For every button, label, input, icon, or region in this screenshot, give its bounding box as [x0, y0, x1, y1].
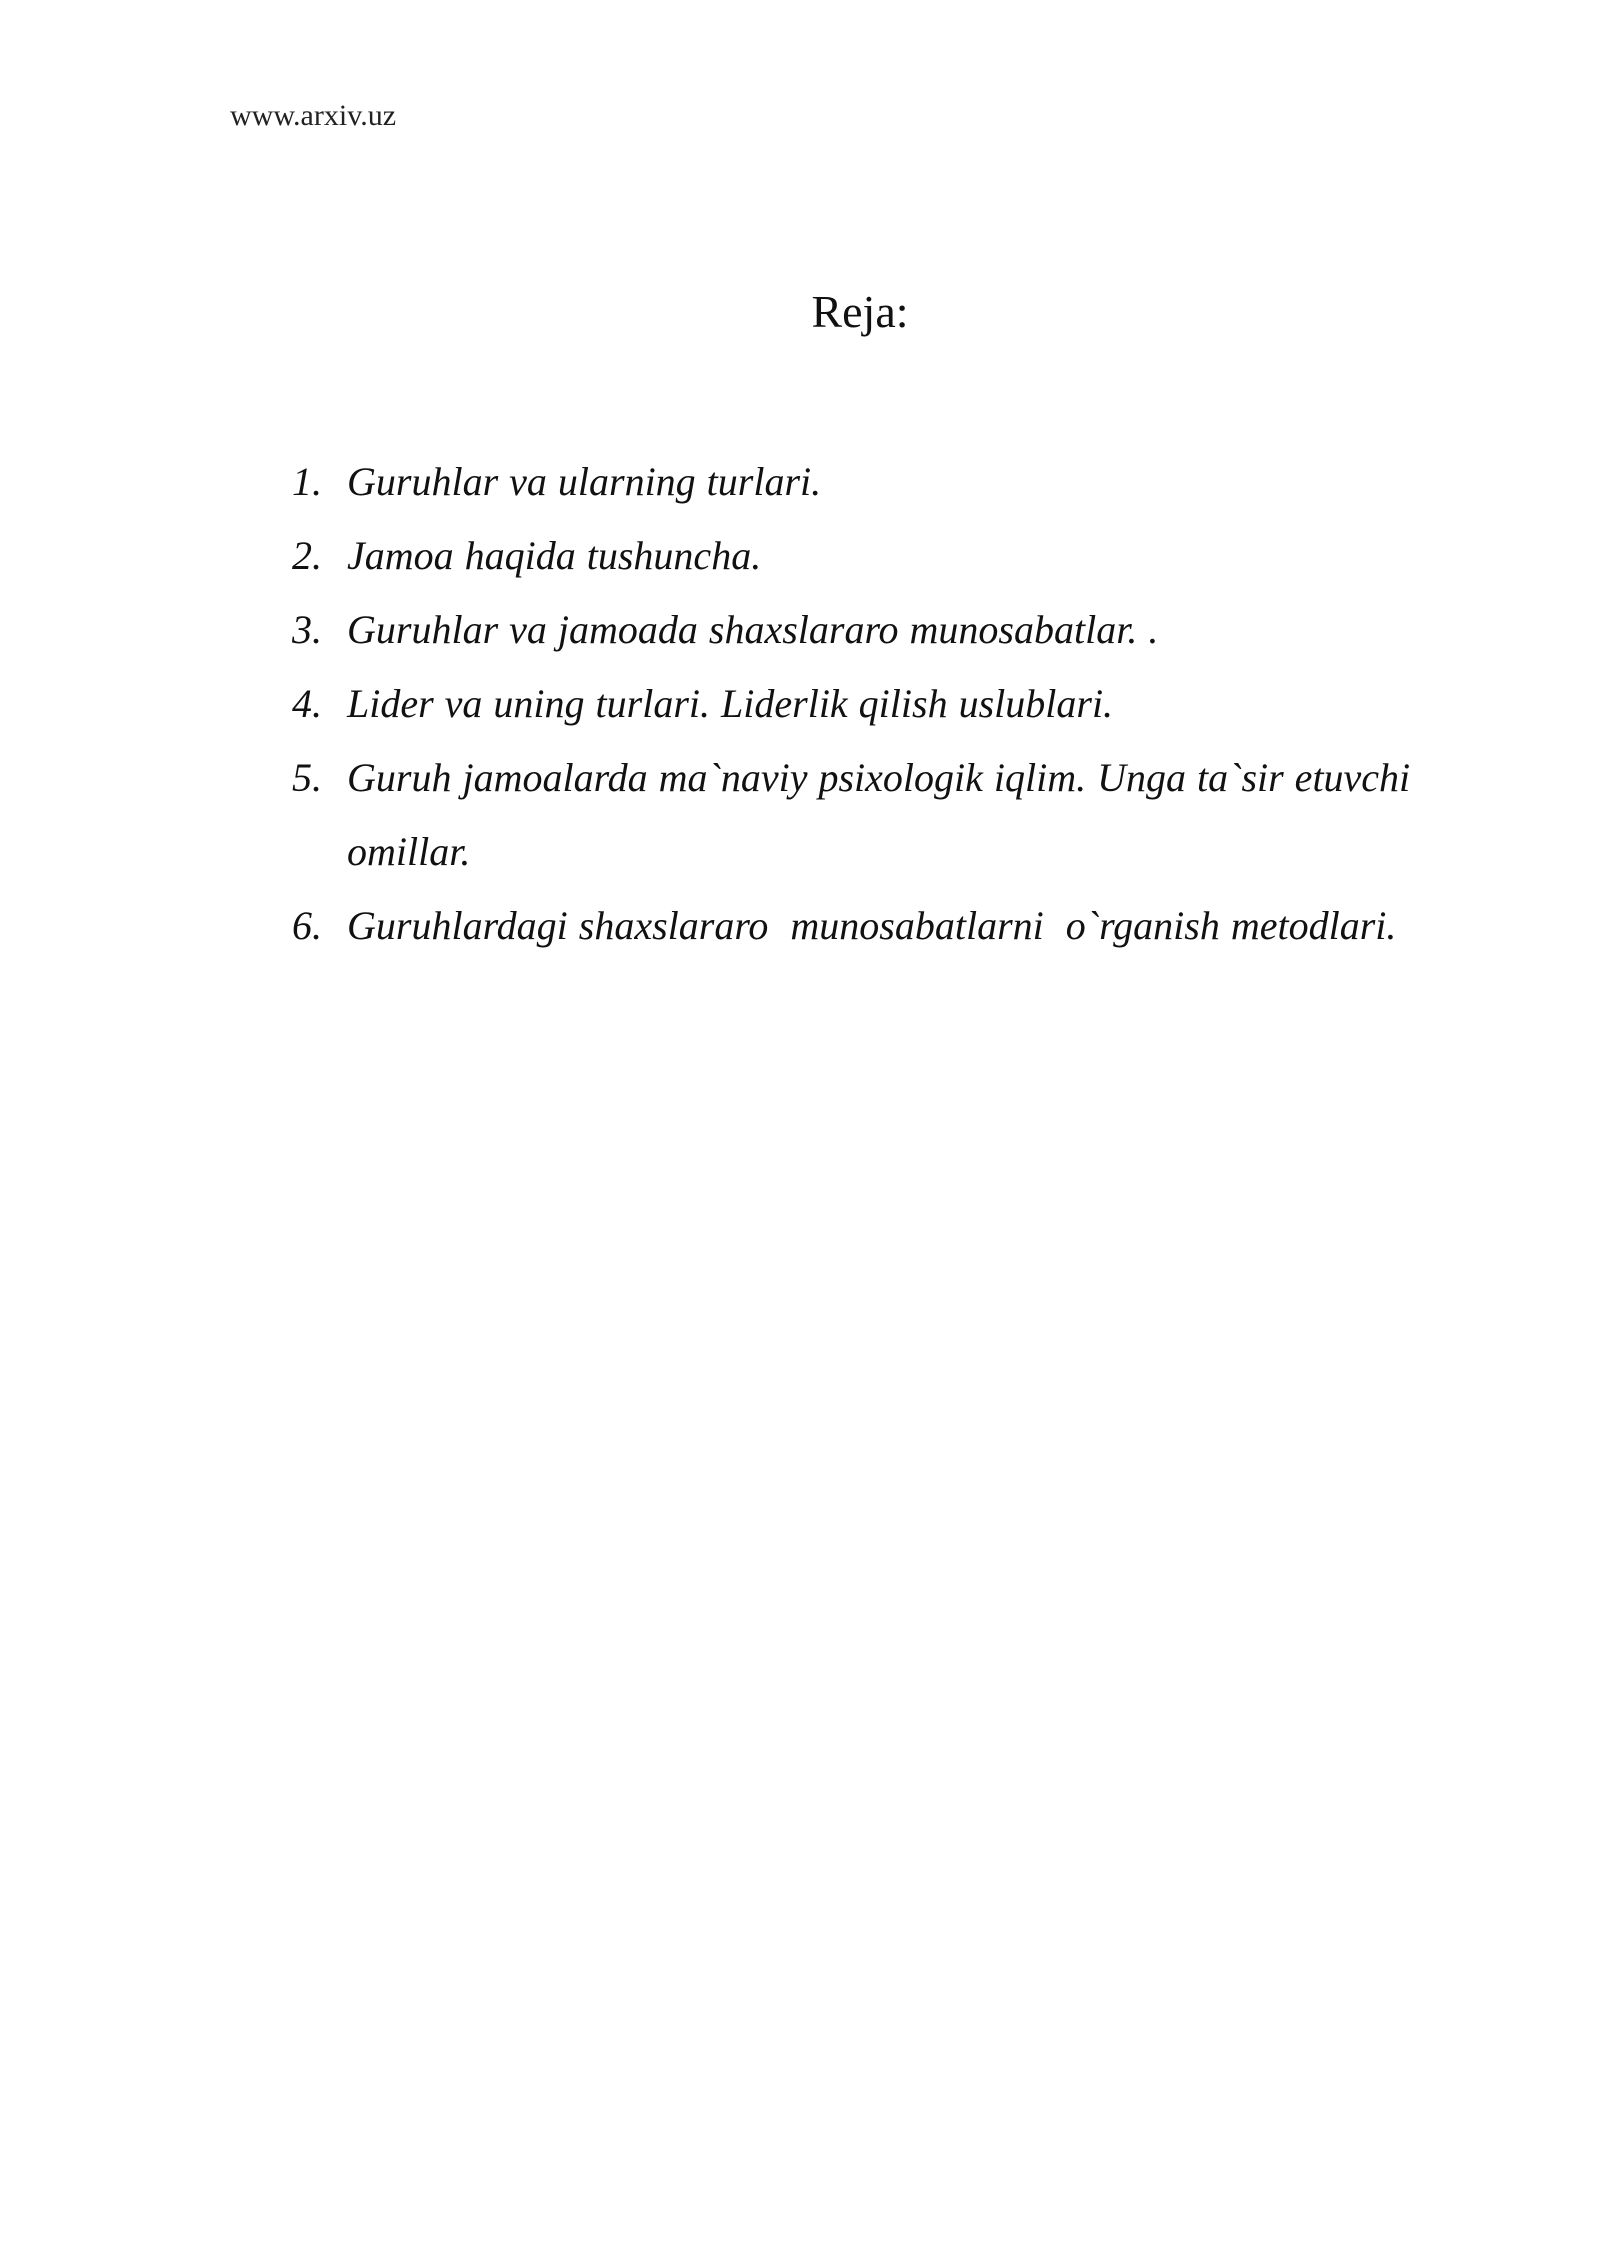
plan-item-number: 4.	[292, 681, 322, 726]
plan-item-number: 3.	[292, 607, 322, 652]
plan-item-text: Guruhlar va ularning turlari.	[347, 459, 822, 504]
plan-item	[292, 741, 1522, 889]
plan-item-text: Lider va uning turlari. Liderlik qilish uslublari.	[347, 681, 1114, 726]
plan-item-number: 1.	[292, 459, 322, 504]
plan-item	[292, 667, 1522, 741]
plan-item-text: Jamoa haqida tushuncha.	[347, 533, 762, 578]
plan-item-number: 5.	[292, 755, 322, 800]
plan-item-number: 2.	[292, 533, 322, 578]
plan-item	[292, 519, 1522, 593]
plan-item	[292, 593, 1522, 667]
plan-item	[292, 889, 1522, 963]
plan-title: Reja:	[811, 286, 909, 337]
plan-item-text: Guruhlar va jamoada shaxslararo munosabatlar. .	[347, 607, 1159, 652]
plan-item-text: Guruhlardagi shaxslararo munosabatlarni o`rganish metodlari.	[347, 903, 1397, 948]
site-header: www.arxiv.uz	[230, 99, 397, 132]
plan-list	[292, 445, 1522, 963]
plan-item	[292, 445, 1522, 519]
plan-item-number: 6.	[292, 903, 322, 948]
plan-item-text: Guruh jamoalarda ma`naviy psixologik iqlim. Unga ta`sir etuvchi omillar.	[347, 755, 1422, 874]
